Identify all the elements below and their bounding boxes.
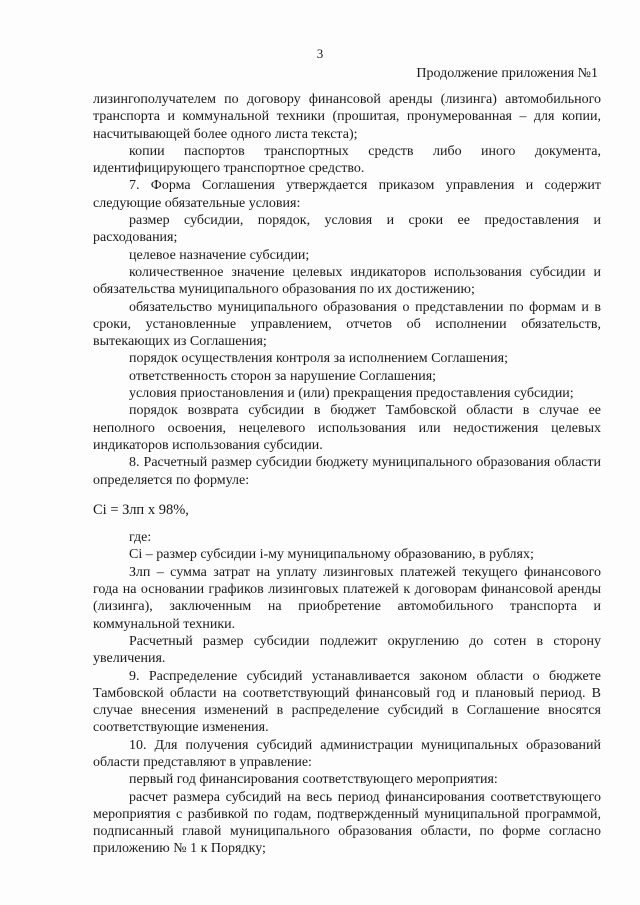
paragraph: обязательство муниципального образования о представлении по формам и в сроки, установленные управлением, отчетов об исполнении обязательств, вытекающих из Соглашения; — [93, 299, 601, 350]
paragraph: где: — [129, 530, 152, 546]
paragraph: количественное значение целевых индикаторов использования субсидии и обязательства муниципального образования по их достижению; — [93, 264, 601, 298]
subsidy-formula: Сi = Злп х 98%, — [93, 501, 189, 518]
paragraph: целевое назначение субсидии; — [129, 247, 310, 263]
paragraph: Злп – сумма затрат на уплату лизинговых платежей текущего финансового года на основании графиков лизинговых платежей к договорам финансовой аренды (лизинга), заключенным на приобретение автомобильного транспорта и коммунальной техники. — [93, 564, 601, 632]
appendix-continuation-note: Продолжение приложения №1 — [416, 66, 598, 81]
paragraph: 9. Распределение субсидий устанавливается законом области о бюджете Тамбовской области на соответствующий финансовый год и плановый период. В случае внесения изменений в распределение субсидий в Соглашение вносятся соответствующие изменения. — [93, 668, 601, 736]
paragraph: первый год финансирования соответствующего мероприятия: — [129, 772, 498, 788]
paragraph: 7. Форма Соглашения утверждается приказом управления и содержит следующие обязательные условия: — [93, 178, 601, 211]
paragraph: копии паспортов транспортных средств либо иного документа, идентифицирующего транспортное средство. — [93, 143, 601, 177]
paragraph: расчет размера субсидий на весь период финансирования соответствующего мероприятия с разбивкой по годам, подтвержденный муниципальной программой, подписанный главой муниципального образования области, по форме согласно приложению № 1 к Порядку; — [93, 789, 601, 857]
paragraph: Сi – размер субсидии i-му муниципальному образованию, в рублях; — [129, 547, 534, 563]
paragraph: условия приостановления и (или) прекращения предоставления субсидии; — [129, 386, 574, 402]
paragraph: ответственность сторон за нарушение Соглашения; — [129, 368, 437, 384]
paragraph: лизингополучателем по договору финансовой аренды (лизинга) автомобильного транспорта и коммунальной техники (прошитая, пронумерованная – для копии, насчитывающей более одного листа текста); — [93, 92, 601, 142]
paragraph: Расчетный размер субсидии подлежит округлению до сотен в сторону увеличения. — [93, 633, 601, 667]
paragraph: 10. Для получения субсидий администрации муниципальных образований области представляют в управление: — [93, 737, 601, 770]
paragraph: порядок осуществления контроля за исполнением Соглашения; — [129, 351, 508, 367]
page-number: 3 — [316, 46, 324, 61]
paragraph: 8. Расчетный размер субсидии бюджету муниципального образования области определяется по формуле: — [93, 455, 601, 488]
paragraph: порядок возврата субсидии в бюджет Тамбовской области в случае ее неполного освоения, нецелевого использования или недостижения целевых индикаторов использования субсидии. — [93, 403, 601, 453]
document-body — [93, 91, 601, 858]
paragraph: размер субсидии, порядок, условия и сроки ее предоставления и расходования; — [93, 213, 601, 246]
